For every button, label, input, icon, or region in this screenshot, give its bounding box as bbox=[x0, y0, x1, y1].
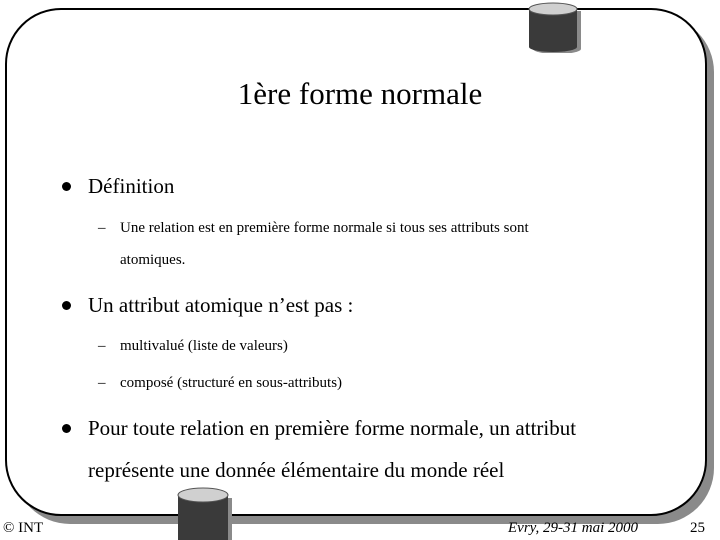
bullet-2-sub-1: multivalué (liste de valeurs) bbox=[120, 338, 288, 354]
bullet-dot-icon bbox=[62, 301, 71, 310]
sub-bullet-dash: – bbox=[98, 338, 106, 354]
bullet-dot-icon bbox=[62, 182, 71, 191]
slide-title: 1ère forme normale bbox=[237, 76, 483, 111]
database-cylinder-icon bbox=[176, 486, 236, 540]
bullet-2-text: Un attribut atomique n’est pas : bbox=[88, 293, 354, 317]
bullet-2-sub-2: composé (structuré en sous-attributs) bbox=[120, 375, 343, 391]
bullet-1-sub-1-line-2: atomiques. bbox=[120, 252, 186, 268]
footer-event: Evry, 29-31 mai 2000 bbox=[508, 520, 638, 536]
database-cylinder-icon bbox=[527, 1, 583, 53]
sub-bullet-dash: – bbox=[98, 375, 106, 391]
bullet-1-text: Définition bbox=[88, 174, 175, 198]
footer-copyright: © INT bbox=[3, 520, 44, 536]
bullet-3-line-1: Pour toute relation en première forme normale, un attribut bbox=[88, 416, 577, 440]
bullet-dot-icon bbox=[62, 424, 71, 433]
bullet-1-sub-1-line-1: Une relation est en première forme normale si tous ses attributs sont bbox=[120, 220, 529, 236]
bullet-3-line-2: représente une donnée élémentaire du monde réel bbox=[88, 458, 505, 482]
page-number: 25 bbox=[690, 520, 705, 536]
sub-bullet-dash: – bbox=[98, 220, 106, 236]
